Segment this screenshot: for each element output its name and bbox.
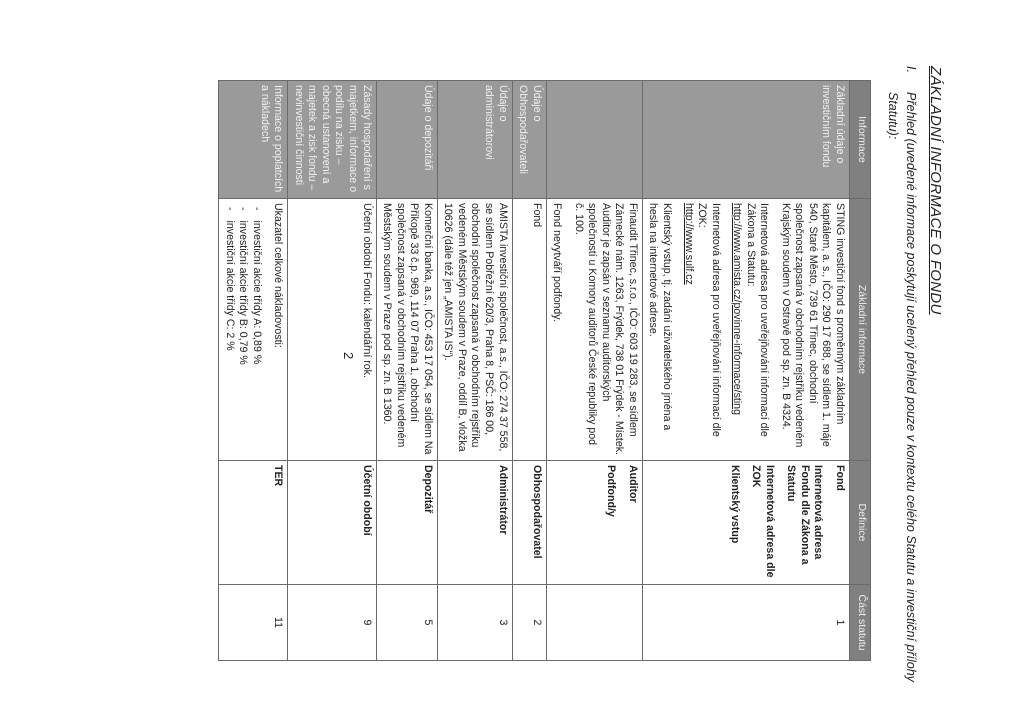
paragraph-text: Internetová adresa pro uveřejňování informací dle ZOK: <box>696 203 722 437</box>
bullet-dash: - <box>250 207 263 211</box>
paragraph-text: Fond <box>530 203 543 228</box>
bullet-text: investiční akcie třídy C: 2 % <box>223 220 236 351</box>
page-number: 2 <box>341 352 356 360</box>
header-cast-statutu: Část statutu <box>850 585 871 661</box>
definition-term: Podfond/y <box>605 465 618 517</box>
bullet-text: investiční akcie třídy A: 0,89 % <box>250 220 263 365</box>
definition-term: Internetová adresa dle ZOK <box>750 465 776 578</box>
part-cell: 9 <box>288 585 376 661</box>
bullet-dash: - <box>237 207 250 211</box>
definition-term: Fond <box>834 465 846 491</box>
table-row <box>376 81 437 661</box>
intro-text: Přehled (uvedené informace poskytují ucelený přehled pouze v kontextu celého Statutu a investiční přílohy Statutu): <box>885 92 918 682</box>
list-item <box>222 203 236 456</box>
basic-info-cell <box>219 199 288 461</box>
part-cell: 2 <box>512 585 546 661</box>
definition-term: Klientský vstup <box>728 465 741 544</box>
definition-cell <box>376 461 437 585</box>
info-paragraph <box>529 203 543 456</box>
table-row <box>512 81 546 661</box>
definition-cell <box>546 461 642 585</box>
info-cell: Zásady hospodaření s majetkem, informace o podílu na zisku – obecná ustanovení a majetek a zisk fondu – nevinvestiční činnosti <box>288 81 376 199</box>
intro-number: I. <box>904 66 918 73</box>
part-cell: 3 <box>437 585 512 661</box>
paragraph-text: AMISTA investiční společnost, a.s., IČO: 274 37 558, se sídlem Pobřežní 620/3, Praha 8, PSČ: 186 00, obchodní společnost zapsaná v obchodním rejstříku vedeném Městským soudem v Praze, oddíl B, vložka 10626 (dále též jen „AMISTA IS“). <box>442 203 509 452</box>
definition-term: Depozitář <box>421 465 434 514</box>
paragraph-text: Ukazatel celkové nákladovosti: <box>272 203 285 348</box>
paragraph-text: STING investiční fond s proměnným základním kapitálem, a. s., IČO: 290 17 688, se sídlem 1. máje 540, Staré Město, 739 61 Třinec, obchodní společnost zapsaná v obchodním rejstříku vedeném Krajským soudem v Ostravě pod sp. zn. B 4324. <box>779 203 846 448</box>
info-cell: Informace o poplatcích a nákladech <box>219 81 288 199</box>
intro-paragraph <box>884 66 920 706</box>
definition-term: Internetová adresa Fondu dle Zákona a Statutu <box>785 465 825 565</box>
part-cell: 11 <box>219 585 288 661</box>
web-link[interactable]: http://www.sulf.cz <box>682 203 695 285</box>
info-cell: Údaje o administrátorovi <box>437 81 512 199</box>
basic-info-cell <box>288 199 376 461</box>
definition-term: Administrátor <box>496 465 509 535</box>
web-link[interactable]: http://www.amista.cz/povinne-informace/sting <box>731 203 744 415</box>
header-zakladni-informace: Základní informace <box>850 199 871 461</box>
table-row <box>642 81 849 661</box>
info-paragraph <box>571 203 639 456</box>
info-paragraph <box>646 203 673 456</box>
basic-info-cell <box>376 199 437 461</box>
info-paragraph <box>441 203 509 456</box>
info-paragraph <box>271 203 285 456</box>
definition-cell <box>288 461 376 585</box>
definition-term: TER <box>272 465 285 487</box>
part-cell: 5 <box>376 585 437 661</box>
info-cell: Údaje o Obhospodařovateli <box>512 81 546 199</box>
definition-term: Auditor <box>626 465 639 503</box>
table-body <box>219 81 850 661</box>
basic-info-cell <box>437 199 512 461</box>
definition-term: Obhospodařovatel <box>530 465 543 559</box>
paragraph-text: Účetní období Fondu: kalendářní rok. <box>360 203 373 378</box>
header-informace: Informace <box>850 81 871 199</box>
table-row <box>546 81 642 661</box>
info-cell: Základní údaje o investičním fondu <box>642 81 849 199</box>
info-paragraph <box>359 203 373 456</box>
info-paragraph <box>380 203 434 456</box>
info-paragraph <box>681 203 722 456</box>
part-cell: 1 <box>642 585 849 661</box>
definition-cell <box>512 461 546 585</box>
bullet-text: investiční akcie třídy B: 0,79 % <box>237 220 250 365</box>
summary-table <box>218 80 871 661</box>
basic-info-cell <box>642 199 849 461</box>
table-row <box>288 81 376 661</box>
part-cell <box>546 585 642 661</box>
info-cell <box>546 81 642 199</box>
info-cell: Údaje o depozitáři <box>376 81 437 199</box>
paragraph-text: Finaudit Třinec, s.r.o., IČO: 603 19 283, se sídlem Zámecké nám. 1263, Frýdek, 738 01 Frýdek - Místek. Auditor je zapsán v seznamu auditorských společností u Komory auditorů České republiky pod č. 100. <box>572 203 639 455</box>
paragraph-text: Komerční banka, a.s., IČO: 453 17 054, se sídlem Na Příkopě 33 č.p. 969, 114 07 Praha 1, obchodní společnost zapsaná v obchodním rejstříku vedeném Městským soudem v Praze pod sp. zn. B 1360. <box>381 203 434 455</box>
table-header-row <box>850 81 871 661</box>
info-paragraph <box>550 203 564 456</box>
definition-cell <box>437 461 512 585</box>
paragraph-text: Fond nevytváří podfondy. <box>551 203 564 322</box>
paragraph-text: Klientský vstup, tj. zadání uživatelského jména a hesla na internetové adrese. <box>647 203 673 431</box>
header-definice: Definice <box>850 461 871 585</box>
list-item <box>249 203 263 456</box>
document-heading: ZÁKLADNÍ INFORMACE O FONDU <box>927 66 944 315</box>
definition-cell <box>642 461 849 585</box>
list-item <box>236 203 250 456</box>
definition-term: Účetní období <box>360 465 373 536</box>
basic-info-cell <box>546 199 642 461</box>
table-row <box>437 81 512 661</box>
info-paragraph <box>730 203 771 456</box>
definition-cell <box>219 461 288 585</box>
table-row <box>219 81 288 661</box>
paragraph-text: Internetová adresa pro uveřejňování informací dle Zákona a Statutu: <box>744 203 771 437</box>
basic-info-cell <box>512 199 546 461</box>
info-paragraph <box>778 203 846 456</box>
bullet-dash: - <box>223 207 236 211</box>
